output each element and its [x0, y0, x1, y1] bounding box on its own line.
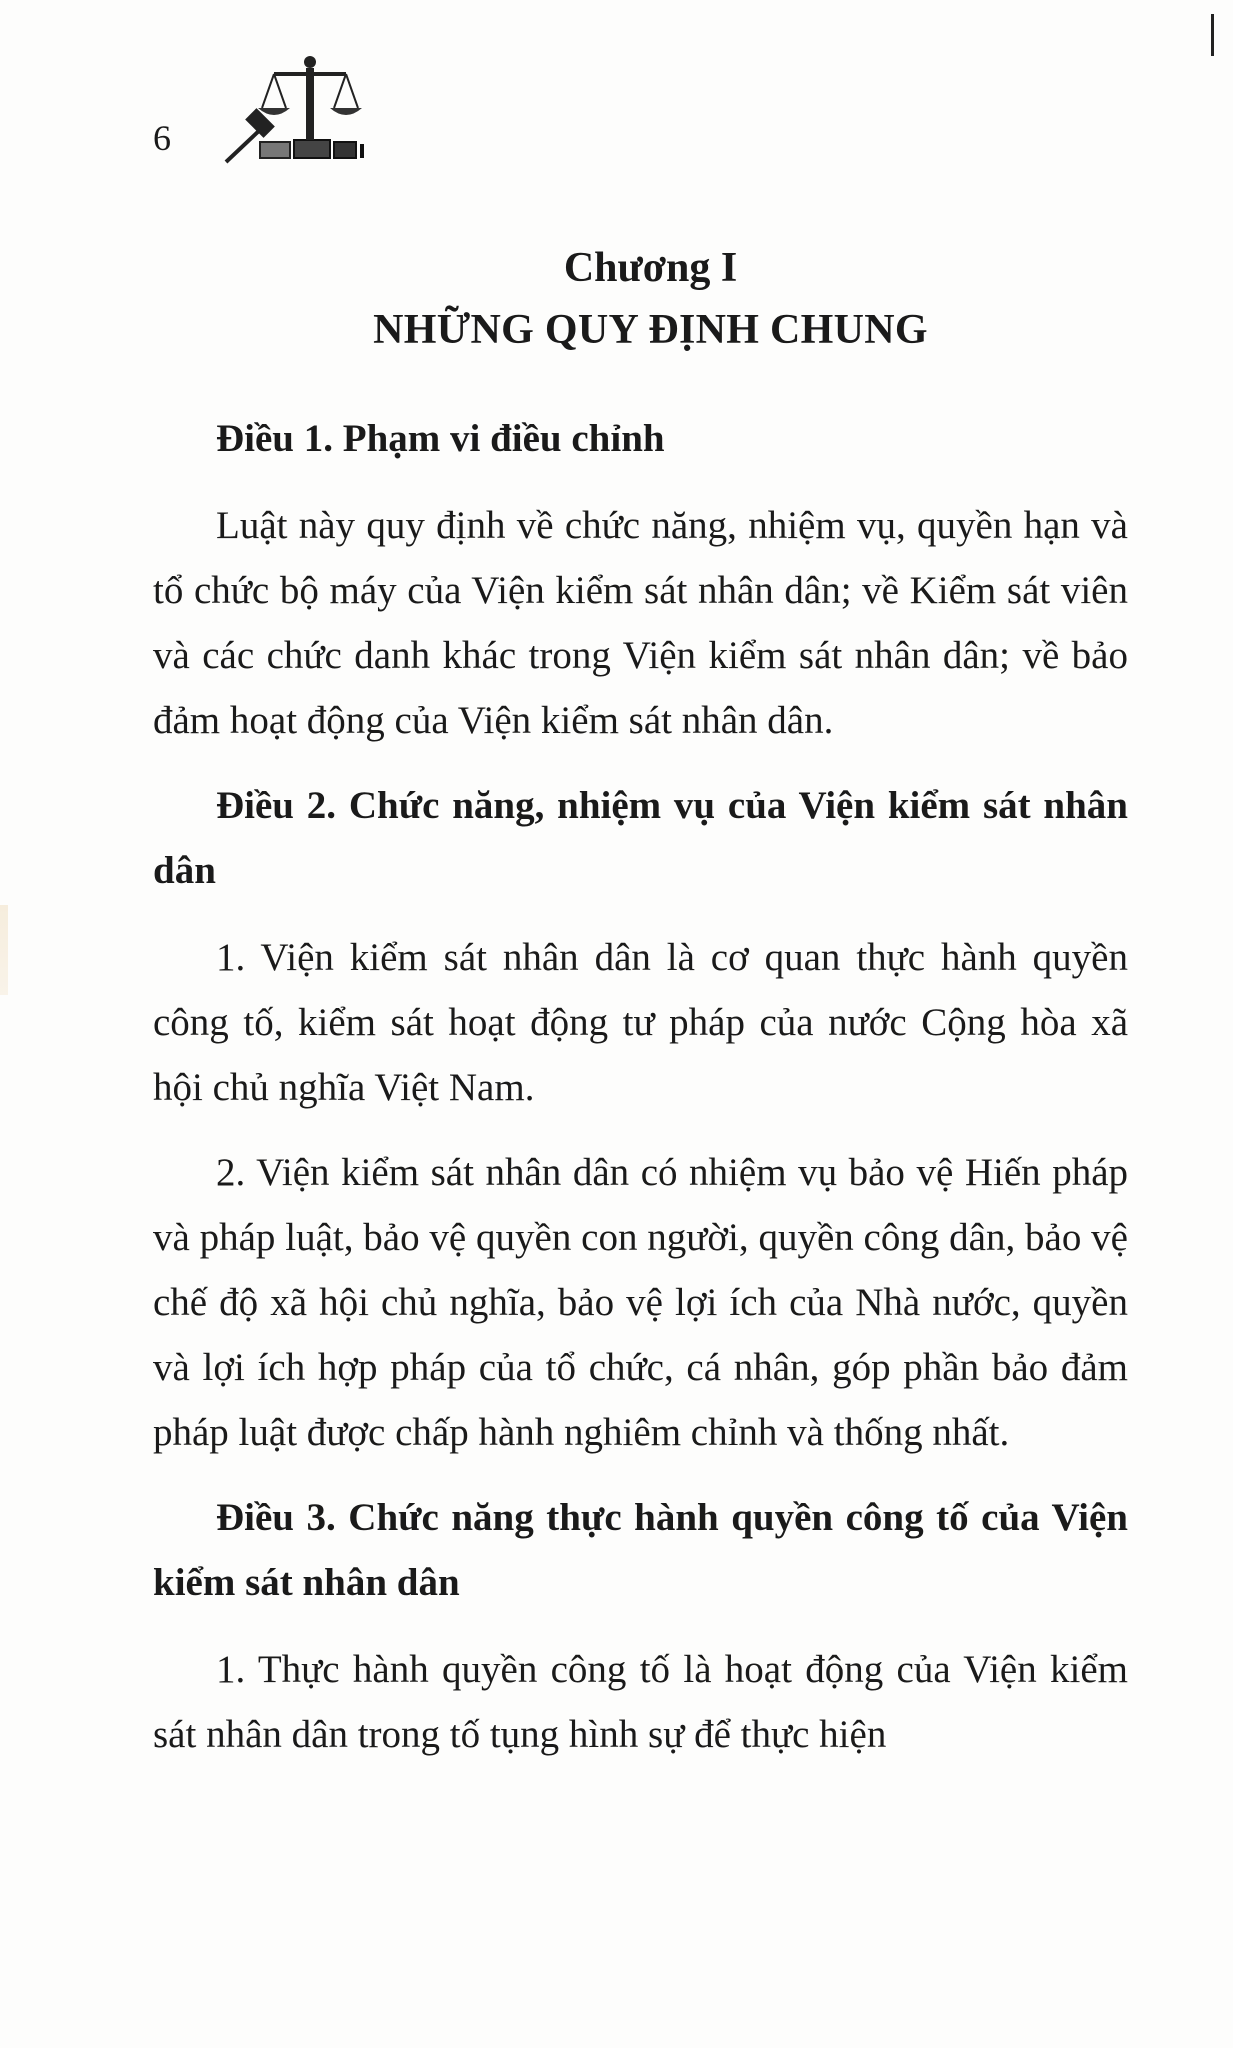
- article-heading: Điều 2. Chức năng, nhiệm vụ của Viện kiểm sát nhân dân: [153, 784, 1128, 892]
- paper-stain: [0, 905, 8, 995]
- page-edge-mark: [1211, 14, 1214, 56]
- chapter-subtitle: NHỮNG QUY ĐỊNH CHUNG: [373, 307, 928, 353]
- article-paragraph: 1. Thực hành quyền công tố là hoạt động của Viện kiểm sát nhân dân trong tố tụng hình sự để thực hiện: [153, 1648, 1128, 1756]
- article-paragraph: 1. Viện kiểm sát nhân dân là cơ quan thực hành quyền công tố, kiểm sát hoạt động tư pháp của nước Cộng hòa xã hội chủ nghĩa Việt Nam.: [153, 936, 1128, 1109]
- page-number: 6: [153, 118, 171, 158]
- page-content: [153, 240, 1128, 1787]
- article-3: [153, 1485, 1128, 1767]
- article-paragraph: 2. Viện kiểm sát nhân dân có nhiệm vụ bảo vệ Hiến pháp và pháp luật, bảo vệ quyền con người, quyền công dân, bảo vệ chế độ xã hội chủ nghĩa, bảo vệ lợi ích của Nhà nước, quyền và lợi ích hợp pháp của tổ chức, cá nhân, góp phần bảo đảm pháp luật được chấp hành nghiêm chỉnh và thống nhất.: [153, 1151, 1128, 1454]
- article-heading: Điều 3. Chức năng thực hành quyền công tố của Viện kiểm sát nhân dân: [153, 1496, 1128, 1604]
- article-heading: Điều 1. Phạm vi điều chỉnh: [216, 417, 665, 460]
- scales-of-justice-gavel-icon: [222, 50, 382, 168]
- article-2: [153, 773, 1128, 1465]
- chapter-title: Chương I: [563, 245, 738, 291]
- article-paragraph: Luật này quy định về chức năng, nhiệm vụ, quyền hạn và tổ chức bộ máy của Viện kiểm sát nhân dân; về Kiểm sát viên và các chức danh khác trong Viện kiểm sát nhân dân; về bảo đảm hoạt động của Viện kiểm sát nhân dân.: [153, 504, 1128, 742]
- article-1: [153, 406, 1128, 753]
